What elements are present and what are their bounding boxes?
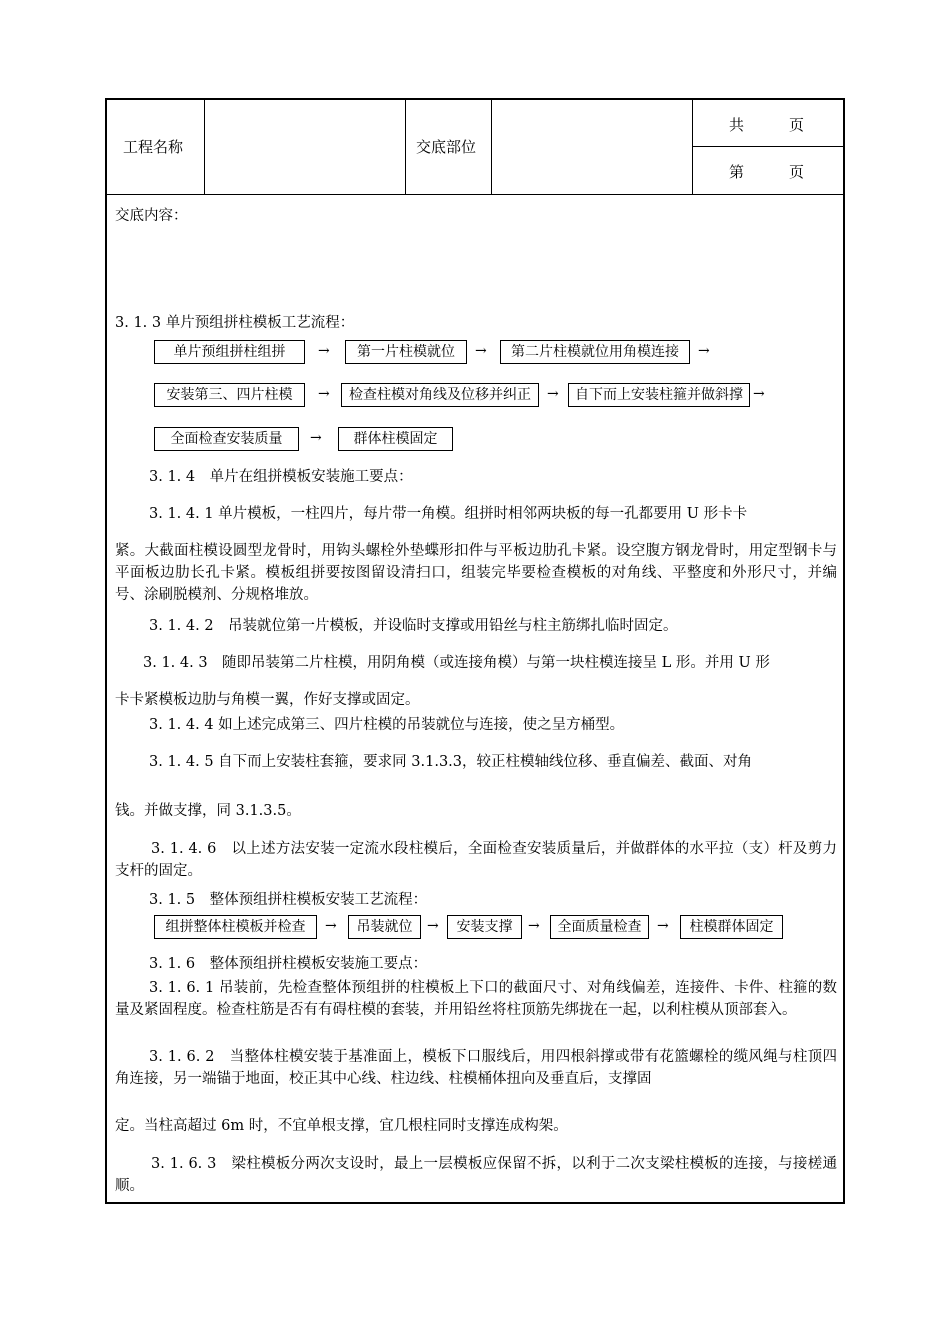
- section-315-title: 3. 1. 5 整体预组拼柱模板安装工艺流程：: [149, 892, 428, 908]
- paragraph-3143: 3. 1. 4. 3 随即吊装第二片柱模，用阴角模（或连接角模）与第一块柱模连接呈 L 形。并用 U 形: [143, 655, 770, 671]
- paragraph-3145-cont: 钱。并做支撑，同 3.1.3.5。: [115, 803, 301, 819]
- divider: [491, 100, 492, 194]
- paragraph-3142: 3. 1. 4. 2 吊装就位第一片模板，并设临时支撑或用铅丝与柱主筋绑扎临时固定。: [149, 618, 678, 634]
- divider: [204, 100, 205, 194]
- flow-step: 全面质量检查: [550, 915, 649, 939]
- arrow-icon: →: [427, 918, 439, 934]
- section-313-title: 3. 1. 3 单片预组拼柱模板工艺流程：: [115, 315, 355, 331]
- flow-step: 自下而上安装柱箍并做斜撑: [568, 383, 750, 407]
- arrow-icon: →: [657, 918, 669, 934]
- project-name-label: 工程名称: [123, 138, 184, 156]
- page-number: 第 页: [729, 163, 805, 181]
- flow-step: 检查柱模对角线及位移并纠正: [341, 383, 539, 407]
- paragraph-3163: 3. 1. 6. 3 梁柱模板分两次支设时，最上一层模板应保留不拆，以利于二次支梁柱模板的连接，与接槎通顺。: [115, 1156, 837, 1194]
- arrow-icon: →: [528, 918, 540, 934]
- divider: [692, 146, 843, 147]
- paragraph-3143-cont: 卡卡紧模板边肋与角模一翼，作好支撑或固定。: [115, 692, 420, 708]
- arrow-icon: →: [475, 343, 487, 359]
- flow-step: 群体柱模固定: [338, 427, 453, 451]
- flow-step: 第一片柱模就位: [345, 340, 467, 364]
- divider: [692, 100, 693, 194]
- paragraph-3141: 3. 1. 4. 1 单片模板，一柱四片，每片带一角模。组拼时相邻两块板的每一孔都要用 U 形卡卡: [149, 506, 748, 522]
- flow-step: 单片预组拼柱组拼: [154, 340, 305, 364]
- flow-step: 组拼整体柱模板并检查: [154, 915, 317, 939]
- paragraph-3141-cont: 紧。大截面柱模设圆型龙骨时，用钩头螺栓外垫蝶形扣件与平板边肋孔卡紧。设空腹方钢龙骨时，用定型钢卡与平面板边肋长孔卡紧。模板组拼要按图留设清扫口，组装完毕要检查模板的对角线、平整度和外形尺寸，并编号、涂刷脱模剂、分规格堆放。: [115, 543, 837, 603]
- header-table: [107, 100, 843, 195]
- disclosure-form: [105, 98, 845, 1204]
- paragraph-3145: 3. 1. 4. 5 自下而上安装柱套箍，要求同 3.1.3.3，较正柱模轴线位移、垂直偏差、截面、对角: [149, 754, 753, 770]
- paragraph-3162: 3. 1. 6. 2 当整体柱模安装于基准面上，模板下口服线后，用四根斜撑或带有花篮螺栓的缆风绳与柱顶四角连接，另一端锚于地面，校正其中心线、柱边线、柱模桶体扭向及垂直后，支撑固: [115, 1049, 837, 1087]
- arrow-icon: →: [698, 343, 710, 359]
- section-316-title: 3. 1. 6 整体预组拼柱模板安装施工要点：: [149, 956, 428, 972]
- flow-step: 柱模群体固定: [680, 915, 783, 939]
- arrow-icon: →: [753, 386, 765, 402]
- flow-step: 全面检查安装质量: [154, 427, 299, 451]
- flow-step: 第二片柱模就位用角模连接: [500, 340, 690, 364]
- divider: [405, 100, 406, 194]
- flow-step: 吊装就位: [348, 915, 421, 939]
- location-label: 交底部位: [416, 138, 477, 156]
- arrow-icon: →: [547, 386, 559, 402]
- paragraph-3144: 3. 1. 4. 4 如上述完成第三、四片柱模的吊装就位与连接，使之呈方桶型。: [149, 717, 625, 733]
- content-label: 交底内容：: [115, 208, 188, 224]
- total-pages: 共 页: [729, 116, 805, 134]
- arrow-icon: →: [318, 343, 330, 359]
- arrow-icon: →: [325, 918, 337, 934]
- arrow-icon: →: [318, 386, 330, 402]
- paragraph-3162-cont: 定。当柱高超过 6m 时，不宜单根支撑，宜几根柱同时支撑连成构架。: [115, 1118, 568, 1134]
- section-314-title: 3. 1. 4 单片在组拼模板安装施工要点：: [149, 469, 413, 485]
- paragraph-3146: 3. 1. 4. 6 以上述方法安装一定流水段柱模后，全面检查安装质量后，并做群体的水平拉（支）杆及剪力支杆的固定。: [115, 841, 837, 879]
- flow-step: 安装第三、四片柱模: [154, 383, 305, 407]
- paragraph-3161: 3. 1. 6. 1 吊装前，先检查整体预组拼的柱模板上下口的截面尺寸、对角线偏差，连接件、卡件、柱箍的数量及紧固程度。检查柱筋是否有有碍柱模的套装，并用铅丝将柱顶筋先绑拢在一起，以利柱模从顶部套入。: [115, 980, 837, 1018]
- flow-step: 安装支撑: [447, 915, 522, 939]
- arrow-icon: →: [310, 430, 322, 446]
